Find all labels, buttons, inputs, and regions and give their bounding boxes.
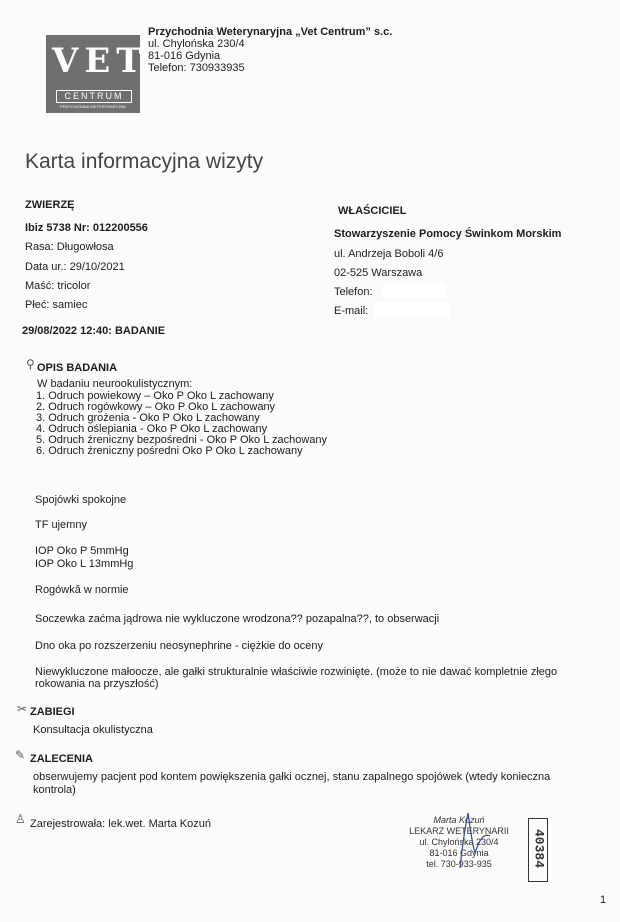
page-number: 1 [600, 894, 607, 906]
stamp-city: 81-016 Gdynia [429, 848, 489, 858]
recommendations-heading: ZALECENIA [30, 753, 93, 765]
signature [440, 808, 500, 878]
owner-city: 02-525 Warszawa [334, 267, 423, 279]
animal-dob: Data ur.: 29/10/2021 [25, 261, 125, 273]
recommendations-text-1: obserwujemy pacjent pod kontem powiększenia gałki ocznej, stanu zapalnego spojówek (wtedy konieczna [33, 771, 551, 783]
animal-heading: ZWIERZĘ [25, 199, 75, 211]
animal-color: Maść: tricolor [25, 280, 91, 292]
pencil-icon: ✎ [15, 748, 26, 762]
procedures-heading: ZABIEGI [30, 706, 75, 718]
email-redaction [374, 302, 450, 318]
exam-iop-l: IOP Oko L 13mmHg [35, 558, 134, 570]
owner-name: Stowarzyszenie Pomocy Świnkom Morskim [334, 228, 562, 240]
clinic-header [148, 26, 392, 74]
stamp-number: 40384 [531, 828, 547, 868]
clinic-name: Przychodnia Weterynaryjna „Vet Centrum” s.c. [148, 26, 393, 38]
list-item: 2. Odruch rogówkowy – Oko P Oko L zachowany [36, 401, 276, 413]
procedures-text: Konsultacja okulistyczna [33, 724, 153, 736]
phone-redaction [382, 283, 446, 299]
reflex-list [36, 391, 327, 457]
owner-phone-label: Telefon: [334, 286, 373, 298]
exam-niewykluczone-2: rokowania na przyszłość) [35, 678, 159, 690]
stamp-name: Marta Kozuń [433, 815, 485, 825]
list-item: 5. Odruch źreniczny bezpośredni - Oko P Oko L zachowany [36, 434, 328, 446]
list-item: 4. Odruch oślepiania - Oko P Oko L zachowany [36, 423, 268, 435]
recommendations-text-2: kontrola) [33, 784, 76, 796]
paperclip-icon: ⚲ [26, 357, 35, 371]
exam-rogowka: Rogówkă w normie [35, 584, 129, 596]
logo-letters: VET [52, 41, 148, 81]
exam-intro: W badaniu neurookulistycznym: [37, 378, 193, 390]
exam-spojowki: Spojówki spokojne [35, 494, 127, 506]
scissors-icon: ✂ [17, 702, 28, 716]
clinic-logo [46, 35, 148, 113]
registered-by: Zarejestrowała: lek.wet. Marta Kozuń [30, 818, 211, 830]
clinic-city: 81-016 Gdynia [148, 50, 221, 62]
exam-soczewka: Soczewka zaćma jądrowa nie wykluczone wrodzona?? pozapalna??, to obserwacji [35, 613, 440, 625]
logo-subtitle: PRZYCHODNIA WETERYNARYJNA [60, 104, 126, 109]
exam-niewykluczone-1: Niewykluczone małoocze, ale gałki strukturalnie właściwie rozwinięte. (może to nie dawać kompletnie złego [35, 666, 558, 678]
stamp-title: LEKARZ WETERYNARII [409, 826, 509, 836]
list-item: 1. Odruch powiekowy – Oko P Oko L zachowany [36, 390, 274, 402]
owner-street: ul. Andrzeja Boboli 4/6 [334, 248, 444, 260]
exam-tf: TF ujemny [35, 519, 87, 531]
stamp-street: ul. Chylońska 230/4 [419, 837, 499, 847]
stamp-phone: tel. 730-933-935 [426, 859, 492, 869]
owner-heading: WŁAŚCICIEL [338, 205, 407, 217]
list-item: 3. Odruch grożenia - Oko P Oko L zachowany [36, 412, 260, 424]
exam-iop-p: IOP Oko P 5mmHg [35, 545, 129, 557]
exam-dno: Dno oka po rozszerzeniu neosynephrine - ciężkie do oceny [35, 640, 323, 652]
exam-heading: OPIS BADANIA [37, 362, 118, 374]
clinic-phone: Telefon: 730933935 [148, 62, 245, 74]
animal-id: Ibiz 5738 Nr: 012200556 [25, 222, 148, 234]
owner-email-label: E-mail: [334, 305, 369, 317]
logo-word: CENTRUM [56, 90, 132, 103]
animal-sex: Płeć: samiec [25, 299, 88, 311]
animal-breed: Rasa: Długowłosa [25, 241, 114, 253]
page-title: Karta informacyjna wizyty [25, 150, 264, 173]
user-icon: ♙ [15, 812, 26, 826]
visit-heading: 29/08/2022 12:40: BADANIE [22, 325, 166, 337]
stamp-number-box [528, 818, 548, 882]
clinic-street: ul. Chylońska 230/4 [148, 38, 245, 50]
list-item: 6. Odruch źreniczny pośredni Oko P Oko L zachowany [36, 445, 303, 457]
